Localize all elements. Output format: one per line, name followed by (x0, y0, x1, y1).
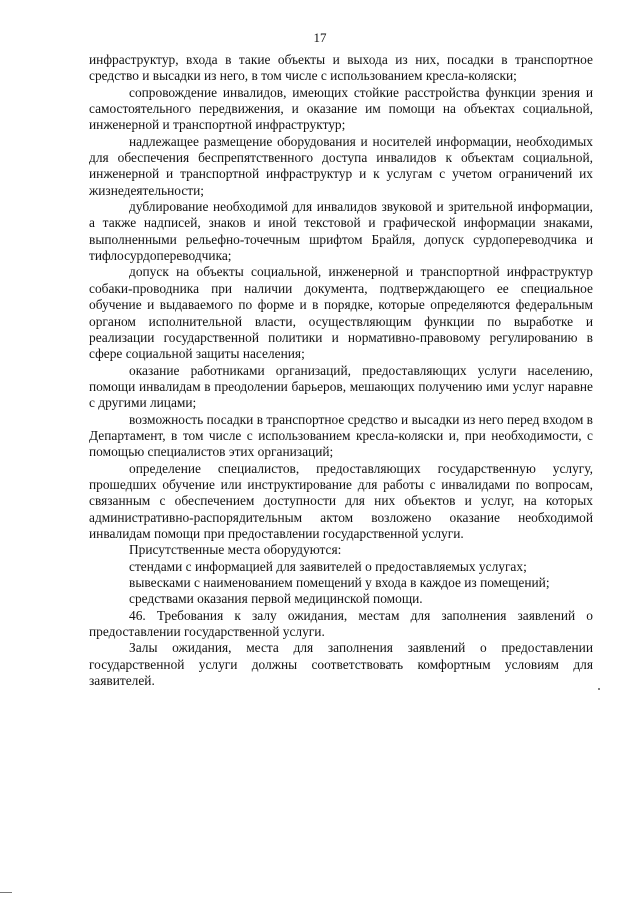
paragraph-premises-equipped: Присутственные места оборудуются: (129, 542, 342, 558)
document-body (89, 52, 593, 689)
paragraph-info-stands: стендами с информацией для заявителей о предоставляемых услугах; (129, 558, 527, 574)
paragraph-waiting-rooms: Залы ожидания, места для заполнения заявлений о предоставлении государственной услуги должны соответствовать комфортным условиям для заявителей. (89, 640, 593, 689)
paragraph-equipment-placement: надлежащее размещение оборудования и носителей информации, необходимых для обеспечения беспрепятственного доступа инвалидов к объектам социальной, инженерной и транспортной инфраструктур и к услугам с учетом ограничений их жизнедеятельности; (89, 133, 593, 198)
paragraph-first-aid: средствами оказания первой медицинской помощи. (129, 591, 423, 607)
paragraph-staff-assistance: оказание работниками организаций, предоставляющих услуги населению, помощи инвалидам в преодолении барьеров, мешающих получению ими услуг наравне с другими лицами; (89, 362, 593, 411)
paragraph-trained-specialists: определение специалистов, предоставляющих государственную услугу, прошедших обучение или инструктирование для работы с инвалидами по вопросам, связанным с обеспечением доступности для них объектов и услуг, на которых административно-распорядительным актом возложено оказание необходимой инвалидам помощи при предоставлении государственной услуги. (89, 460, 593, 541)
paragraph-signage: вывесками с наименованием помещений у входа в каждое из помещений; (129, 575, 550, 590)
paragraph-braille-duplication: дублирование необходимой для инвалидов звуковой и зрительной информации, а также надписей, знаков и иной текстовой и графической информации знаками, выполненными рельефно-точечным шрифтом Брайля, допуск сурдопереводчика и тифлосурдопереводчика; (89, 199, 593, 264)
paragraph-escort: сопровождение инвалидов, имеющих стойкие расстройства функции зрения и самостоятельного передвижения, и оказание им помощи на объектах социальной, инженерной и транспортной инфраструктур; (89, 84, 593, 133)
page-number: 17 (313, 30, 327, 45)
paragraph-continuation: инфраструктур, входа в такие объекты и выхода из них, посадки в транспортное средство и высадки из него, в том числе с использованием кресла-коляски; (89, 52, 593, 84)
scan-speck (598, 688, 600, 690)
paragraph-section-46: 46. Требования к залу ожидания, местам для заполнения заявлений о предоставлении государственной услуги. (89, 607, 593, 640)
paragraph-guide-dog: допуск на объекты социальной, инженерной и транспортной инфраструктур собаки-проводника при наличии документа, подтверждающего ее специальное обучение и выдаваемого по форме и в порядке, которые определяются федеральным органом исполнительной власти, осуществляющим функции по выработке и реализации государственной политики и нормативно-правовому регулированию в сфере социальной защиты населения; (89, 264, 593, 362)
paragraph-vehicle-boarding: возможность посадки в транспортное средство и высадки из него перед входом в Департамент, в том числе с использованием кресла-коляски и, при необходимости, с помощью специалистов этих организаций; (89, 411, 593, 460)
scan-edge-mark (0, 892, 12, 893)
